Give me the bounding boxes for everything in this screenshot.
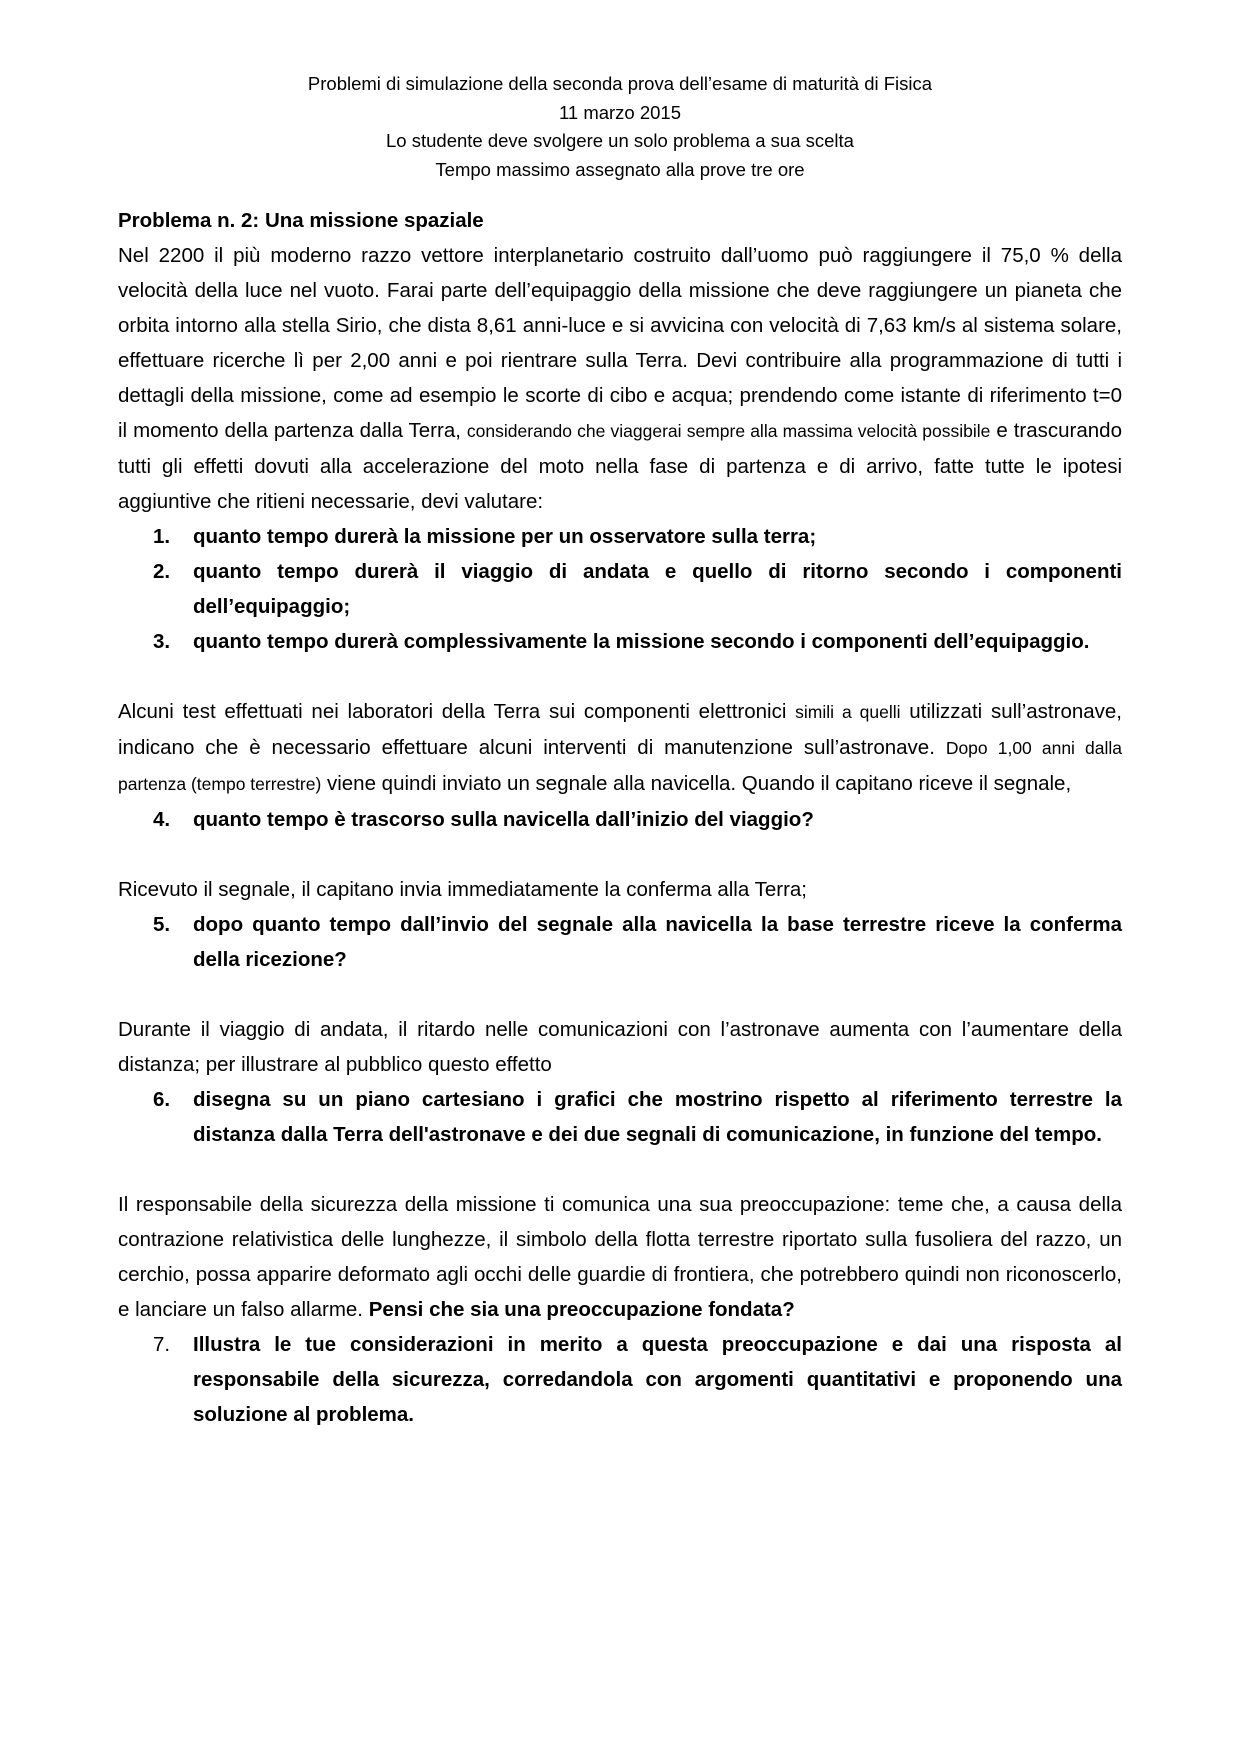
spacer: [118, 659, 1122, 694]
question-number: 4.: [153, 808, 171, 831]
header-line-instructions: Lo studente deve svolgere un solo problema a sua scelta: [386, 130, 854, 151]
questions-list-6: [118, 1082, 1122, 1152]
question-item-5: [118, 907, 1122, 977]
spacer: [118, 837, 1122, 872]
header-line-time-limit: Tempo massimo assegnato alla prove tre ore: [435, 158, 805, 180]
maintenance-text-part-b: utilizzati sull’astronave, indicano che è necessario effettuare alcuni interventi di manutenzione sull’astronave.: [118, 700, 1122, 759]
spacer: [118, 977, 1122, 1012]
intro-text-small: considerando che viaggerai sempre alla massima velocità possibile: [466, 421, 991, 441]
intro-text-part-b: e trascurando tutti gli effetti dovuti alla accelerazione del moto nella fase di partenza e di arrivo, fatte tutte le ipotesi aggiuntive che ritieni necessarie, devi valutare:: [118, 419, 1122, 513]
question-item-1: [118, 519, 1122, 554]
question-text: disegna su un piano cartesiano i grafici che mostrino rispetto al riferimento terrestre la distanza dalla Terra dell'astronave e dei due segnali di comunicazione, in funzione del tempo.: [193, 1088, 1122, 1146]
question-text: quanto tempo durerà complessivamente la missione secondo i componenti dell’equipaggio.: [193, 630, 1090, 653]
intro-text-part-a: Nel 2200 il più moderno razzo vettore interplanetario costruito dall’uomo può raggiungere il 75,0 % della velocità della luce nel vuoto. Farai parte dell’equipaggio della missione che deve raggiungere un pianeta che orbita intorno alla stella Sirio, che dista 8,61 anni-luce e si avvicina con velocità di 7,63 km/s al sistema solare, effettuare ricerche lì per 2,00 anni e poi rientrare sulla Terra. Devi contribuire alla programmazione di tutti i dettagli della missione, come ad esempio le scorte di cibo e acqua; prendendo come istante di riferimento t=0 il momento della partenza dalla Terra,: [118, 244, 1122, 442]
maintenance-paragraph: [118, 694, 1122, 802]
question-item-2: [118, 554, 1122, 624]
questions-list-5: [118, 907, 1122, 977]
maintenance-text-small-1: simili a quelli: [795, 702, 901, 722]
maintenance-text-part-c: viene quindi inviato un segnale alla navicella. Quando il capitano riceve il segnale,: [321, 772, 1072, 795]
questions-list-4: [118, 802, 1122, 837]
confirmation-paragraph: Ricevuto il segnale, il capitano invia immediatamente la conferma alla Terra;: [118, 878, 807, 901]
question-number: 7.: [153, 1333, 171, 1356]
header-line-exam-name: Problemi di simulazione della seconda prova dell’esame di maturità di Fisica: [307, 73, 933, 94]
question-number: 1.: [153, 525, 171, 548]
question-number: 6.: [153, 1088, 171, 1111]
question-item-7: [118, 1327, 1122, 1432]
intro-paragraph: [118, 238, 1122, 519]
question-text: quanto tempo durerà la missione per un osservatore sulla terra;: [193, 525, 817, 548]
security-question-bold: Pensi che sia una preoccupazione fondata?: [368, 1298, 795, 1321]
question-number: 5.: [153, 913, 171, 936]
question-number: 3.: [153, 630, 171, 653]
maintenance-text-small-2: Dopo 1,00 anni dalla partenza (tempo terrestre): [118, 738, 1122, 794]
delay-paragraph: Durante il viaggio di andata, il ritardo nelle comunicazioni con l’astronave aumenta con l’aumentare della distanza; per illustrare al pubblico questo effetto: [118, 1018, 1122, 1076]
question-text: quanto tempo durerà il viaggio di andata e quello di ritorno secondo i componenti dell’equipaggio;: [193, 560, 1122, 618]
question-number: 2.: [153, 560, 171, 583]
spacer: [118, 1152, 1122, 1187]
maintenance-text-part-a: Alcuni test effettuati nei laboratori della Terra sui componenti elettronici: [118, 700, 796, 723]
question-item-6: [118, 1082, 1122, 1152]
document-page: [118, 70, 1122, 1432]
questions-list-1-3: [118, 519, 1122, 659]
exam-header: [118, 70, 1122, 184]
questions-list-7: [118, 1327, 1122, 1432]
question-text: dopo quanto tempo dall’invio del segnale alla navicella la base terrestre riceve la conferma della ricezione?: [193, 913, 1122, 971]
question-text: quanto tempo è trascorso sulla navicella dall’inizio del viaggio?: [193, 808, 814, 831]
question-item-3: [118, 624, 1122, 659]
question-text: Illustra le tue considerazioni in merito a questa preoccupazione e dai una risposta al responsabile della sicurezza, corredandola con argomenti quantitativi e proponendo una soluzione al problema.: [193, 1333, 1122, 1426]
question-item-4: [118, 802, 1122, 837]
header-line-date: 11 marzo 2015: [558, 101, 682, 123]
security-paragraph: [118, 1187, 1122, 1327]
security-text: Il responsabile della sicurezza della missione ti comunica una sua preoccupazione: teme che, a causa della contrazione relativistica delle lunghezze, il simbolo della flotta terrestre riportato sulla fusoliera del razzo, un cerchio, possa apparire deformato agli occhi delle guardie di frontiera, che potrebbero quindi non riconoscerlo, e lanciare un falso allarme.: [118, 1193, 1122, 1321]
problem-title: Problema n. 2: Una missione spaziale: [118, 209, 484, 232]
